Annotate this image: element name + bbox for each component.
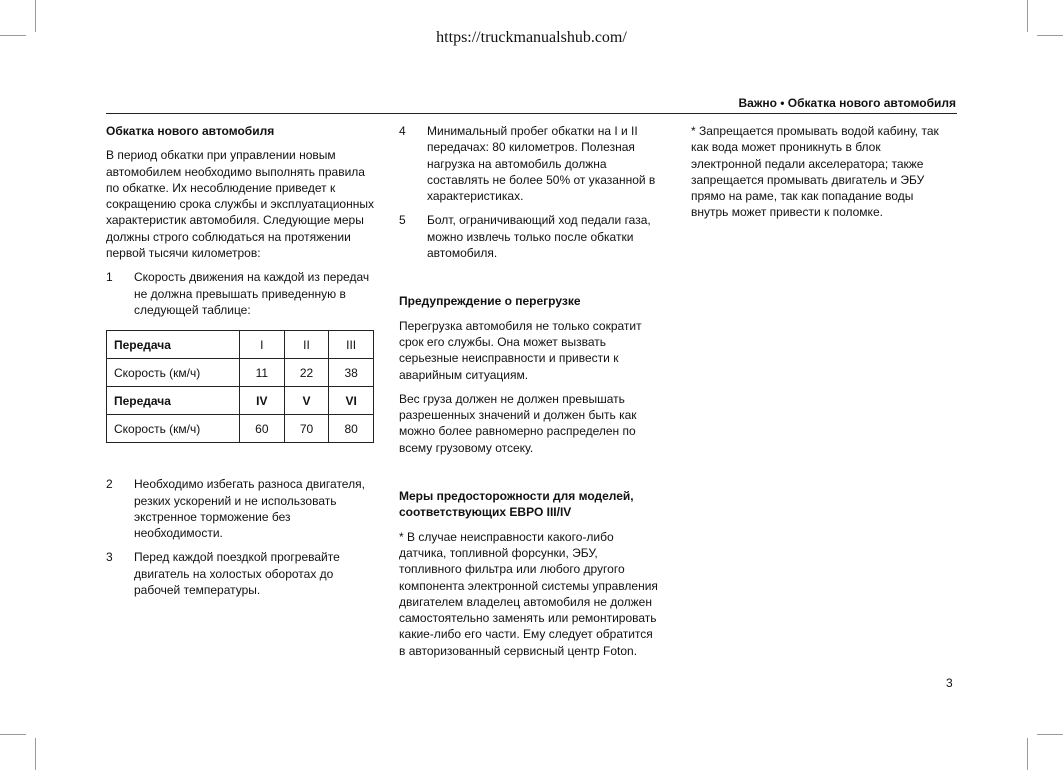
table-cell: 80	[329, 415, 374, 443]
crop-mark	[1027, 738, 1028, 770]
table-cell: III	[329, 331, 374, 359]
crop-mark	[35, 0, 36, 32]
list-item	[106, 476, 374, 541]
washing-note: * Запрещается промывать водой кабину, так как вода может проникнуть в блок электронной педали акселератора; также запрещается промывать двигатель и ЭБУ прямо на раме, так как попадание воды внутрь может привести к поломке.	[691, 124, 939, 220]
crop-mark	[35, 738, 36, 770]
table-row	[107, 331, 374, 359]
section-title-break-in: Обкатка нового автомобиля	[106, 124, 275, 138]
list-item	[399, 123, 661, 204]
list-text: Минимальный пробег обкатки на I и II передачах: 80 километров. Полезная нагрузка на автомобиль должна составлять не более 50% от указанной в характеристиках.	[427, 124, 656, 204]
header-divider	[106, 113, 957, 114]
crop-mark	[0, 734, 26, 735]
table-cell: Скорость (км/ч)	[107, 415, 240, 443]
section-title-overload: Предупреждение о перегрузке	[399, 294, 581, 309]
table-row	[107, 359, 374, 387]
crop-mark	[1037, 734, 1063, 735]
table-cell: V	[284, 387, 329, 415]
table-cell: VI	[329, 387, 374, 415]
section-title-euro: Меры предосторожности для моделей, соответствующих ЕВРО III/IV	[399, 489, 634, 520]
table-cell: 22	[284, 359, 329, 387]
section-header: Важно • Обкатка нового автомобиля	[738, 96, 956, 110]
table-cell: 70	[284, 415, 329, 443]
crop-mark	[1027, 0, 1028, 32]
column-middle	[399, 123, 661, 667]
table-cell: II	[284, 331, 329, 359]
table-row	[107, 387, 374, 415]
list-text: Необходимо избегать разноса двигателя, резких ускорений и не использовать экстренное торможение без необходимости.	[134, 477, 365, 541]
list-item	[399, 212, 661, 261]
table-cell: 60	[240, 415, 285, 443]
list-number: 5	[399, 213, 406, 228]
overload-paragraph: Перегрузка автомобиля не только сократит срок его службы. Она может вызвать серьезные неисправности и привести к аварийным ситуациям.	[399, 318, 642, 382]
list-text: Перед каждой поездкой прогревайте двигатель на холостых оборотах до рабочей температуры.	[134, 550, 340, 598]
list-text: Болт, ограничивающий ход педали газа, можно извлечь только после обкатки автомобиля.	[427, 213, 651, 261]
list-item	[106, 269, 374, 318]
table-cell: Скорость (км/ч)	[107, 359, 240, 387]
table-cell: 38	[329, 359, 374, 387]
list-number: 3	[106, 550, 113, 565]
source-url: https://truckmanualshub.com/	[436, 29, 627, 46]
page-number: 3	[946, 676, 953, 690]
table-cell: Передача	[107, 387, 240, 415]
euro-paragraph: * В случае неисправности какого-либо датчика, топливной форсунки, ЭБУ, топливного фильтра или любого другого компонента электронной системы управления двигателем владелец автомобиля не должен самостоятельно заменять или ремонтировать какие-либо его части. Ему следует обратится в авторизованный сервисный центр Foton.	[399, 529, 658, 658]
list-text: Скорость движения на каждой из передач не должна превышать приведенную в следующей таблице:	[134, 270, 370, 317]
table-cell: IV	[240, 387, 285, 415]
speed-limit-table	[106, 330, 374, 443]
overload-paragraph: Вес груза должен не должен превышать разрешенных значений и должен быть как можно более равномерно распределен по всему грузовому отсеку.	[399, 391, 637, 455]
table-cell: I	[240, 331, 285, 359]
list-number: 2	[106, 477, 113, 492]
table-cell: Передача	[107, 331, 240, 359]
table-cell: 11	[240, 359, 285, 387]
intro-paragraph: В период обкатки при управлении новым автомобилем необходимо выполнять правила по обкатке. Их несоблюдение приведет к сокращению срока службы и эксплуатационных характеристик автомобиля. Следующие меры должны строго соблюдаться на протяжении первой тысячи километров:	[106, 148, 374, 261]
column-left	[106, 123, 374, 606]
list-item	[106, 549, 374, 598]
table-row	[107, 415, 374, 443]
column-right	[691, 123, 953, 229]
list-number: 1	[106, 270, 113, 285]
list-number: 4	[399, 124, 406, 138]
